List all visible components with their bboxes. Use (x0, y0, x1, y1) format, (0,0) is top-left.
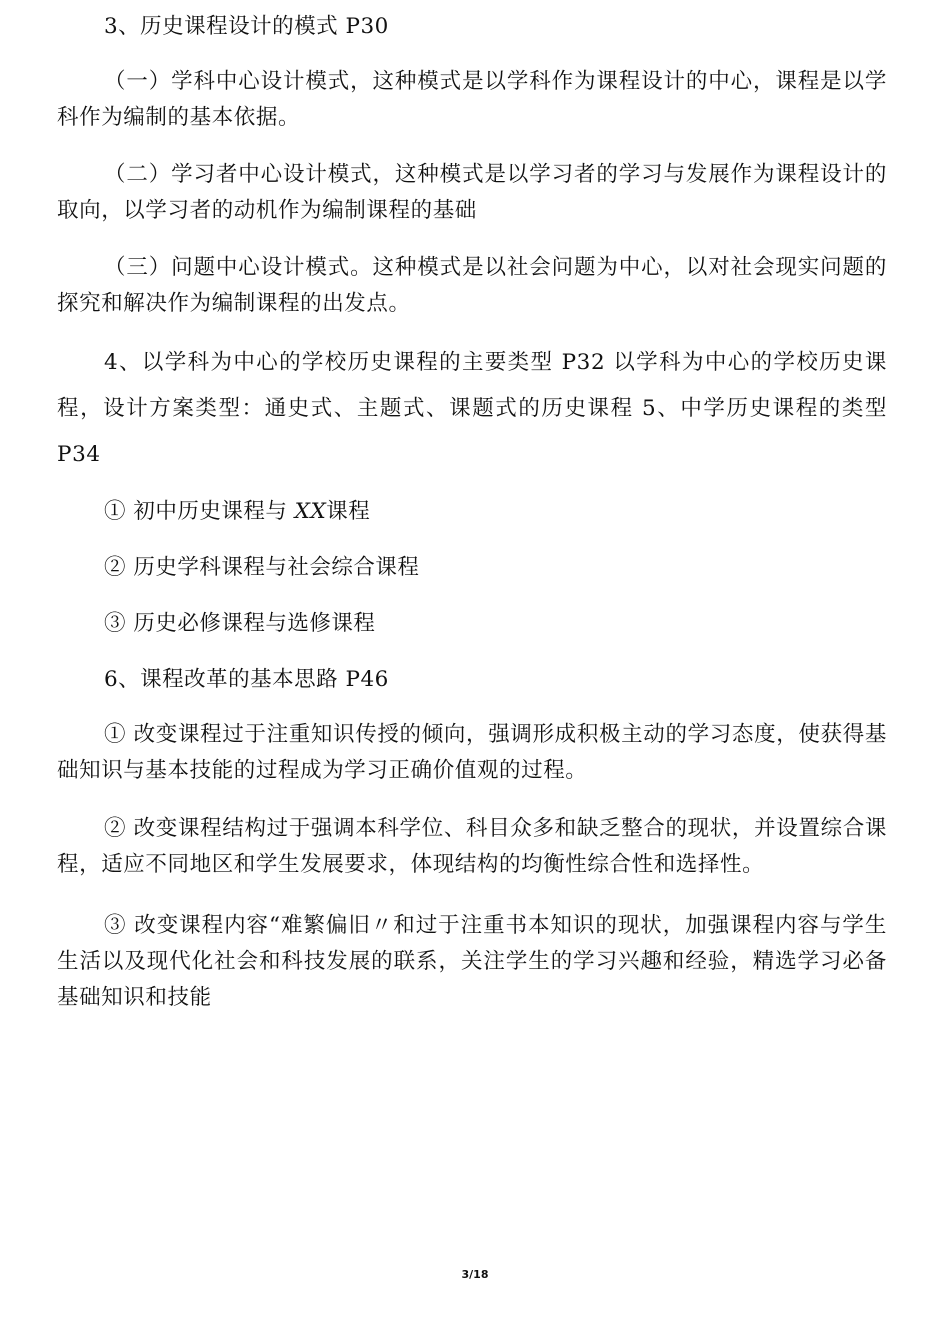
list-item-text: 课程 (326, 499, 371, 524)
list-item-italic: XX (294, 499, 327, 524)
paragraph-course-types: 4、以学科为中心的学校历史课程的主要类型 P32 以学科为中心的学校历史课程，设计方案类型：通史式、主题式、课题式的历史课程 5、中学历史课程的类型 P34 (57, 350, 887, 467)
paragraph-reform-1: ① 改变课程过于注重知识传授的倾向，强调形成积极主动的学习态度，使获得基础知识与基本技能的过程成为学习正确价值观的过程。 (57, 722, 887, 783)
section-heading-6: 6、课程改革的基本思路 P46 (104, 667, 389, 692)
page-number: 3/18 (461, 1268, 489, 1281)
paragraph-subject-centered: （一）学科中心设计模式，这种模式是以学科作为课程设计的中心，课程是以学科作为编制的基本依据。 (57, 69, 887, 130)
paragraph-problem-centered: （三）问题中心设计模式。这种模式是以社会问题为中心，以对社会现实问题的探究和解决作为编制课程的出发点。 (57, 255, 887, 316)
paragraph-reform-3: ③ 改变课程内容“难繁偏旧〃和过于注重书本知识的现状，加强课程内容与学生生活以及现代化社会和科技发展的联系，关注学生的学习兴趣和经验，精选学习必备基础知识和技能 (57, 913, 887, 1010)
paragraph-reform-2: ② 改变课程结构过于强调本科学位、科目众多和缺乏整合的现状，并设置综合课程，适应不同地区和学生发展要求，体现结构的均衡性综合性和选择性。 (57, 816, 887, 877)
list-item-text: ① 初中历史课程与 (104, 499, 295, 524)
list-item-junior-history (104, 498, 370, 526)
paragraph-learner-centered: （二）学习者中心设计模式，这种模式是以学习者的学习与发展作为课程设计的取向，以学习者的动机作为编制课程的基础 (57, 162, 887, 223)
list-item-required-elective: ③ 历史必修课程与选修课程 (104, 611, 376, 636)
list-item-history-social: ② 历史学科课程与社会综合课程 (104, 555, 420, 580)
section-heading-3: 3、历史课程设计的模式 P30 (104, 14, 389, 39)
